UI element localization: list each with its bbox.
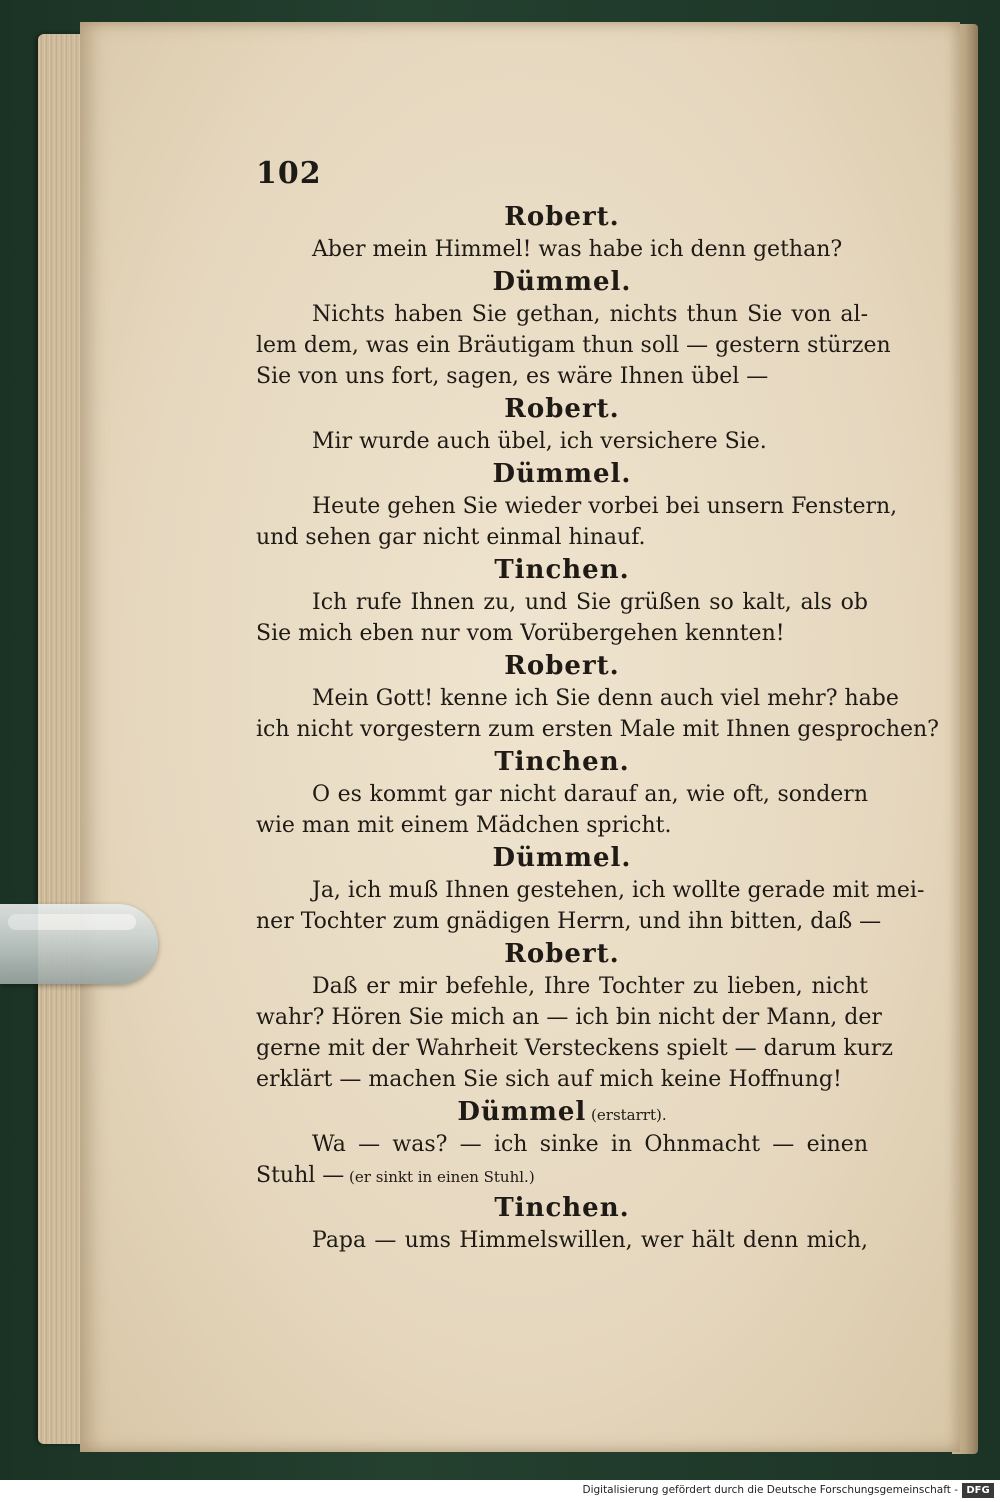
funding-note: Digitalisierung gefördert durch die Deutsche Forschungsgemeinschaft - <box>582 1484 958 1496</box>
speaker-label: Robert. <box>504 939 620 969</box>
speaker-label: Robert. <box>504 202 620 232</box>
line-text: Heute gehen Sie wieder vorbei bei unsern Fenstern, <box>312 494 898 519</box>
speaker-name <box>256 745 868 779</box>
text-line <box>256 299 868 330</box>
line-text: Stuhl — <box>256 1163 345 1188</box>
text-line <box>256 683 899 714</box>
line-text: Mein Gott! kenne ich Sie denn auch viel mehr? habe <box>312 686 899 711</box>
line-text: ich nicht vorgestern zum ersten Male mit Ihnen gesprochen? <box>256 717 939 742</box>
line-text: Mir wurde auch übel, ich versichere Sie. <box>312 429 767 454</box>
speaker-name <box>256 200 868 234</box>
text-line <box>256 810 868 841</box>
line-text: wahr? Hören Sie mich an — ich bin nicht der Mann, der <box>256 1005 882 1030</box>
text-line <box>256 587 868 618</box>
text-line <box>256 1160 868 1191</box>
speaker-label: Dümmel. <box>492 267 632 297</box>
text-line <box>256 875 925 906</box>
speaker-name <box>256 392 868 426</box>
speaker-label: Tinchen. <box>494 555 630 585</box>
footer-bar <box>0 1480 1000 1502</box>
line-text: Wa — was? — ich sinke in Ohnmacht — einen <box>312 1132 868 1157</box>
speaker-name <box>256 841 868 875</box>
page-number: 102 <box>256 156 322 191</box>
text-line <box>256 361 868 392</box>
dfg-logo: DFG <box>962 1483 994 1498</box>
text-line <box>256 779 868 810</box>
text-line <box>256 1129 868 1160</box>
line-text: Sie von uns fort, sagen, es wäre Ihnen übel — <box>256 364 769 389</box>
line-text: erklärt — machen Sie sich auf mich keine Hoffnung! <box>256 1067 842 1092</box>
line-text: wie man mit einem Mädchen spricht. <box>256 813 672 838</box>
line-text: lem dem, was ein Bräutigam thun soll — gestern stürzen <box>256 333 891 358</box>
page-clip <box>0 904 158 984</box>
speaker-name <box>256 457 868 491</box>
play-text <box>256 200 939 1256</box>
speaker-name <box>256 1191 868 1225</box>
speaker-name <box>256 937 868 971</box>
text-line <box>256 426 868 457</box>
line-text: ner Tochter zum gnädigen Herrn, und ihn bitten, daß — <box>256 909 882 934</box>
line-text: Ich rufe Ihnen zu, und Sie grüßen so kalt, als ob <box>312 590 868 615</box>
line-text: Nichts haben Sie gethan, nichts thun Sie von al- <box>312 302 868 327</box>
speaker-name <box>256 265 868 299</box>
speaker-label: Robert. <box>504 394 620 424</box>
text-line <box>256 618 868 649</box>
text-line <box>256 491 898 522</box>
line-text: Papa — ums Himmelswillen, wer hält denn mich, <box>312 1228 868 1253</box>
text-line <box>256 1225 868 1256</box>
line-text: Daß er mir befehle, Ihre Tochter zu lieben, nicht <box>312 974 868 999</box>
speaker-name <box>256 553 868 587</box>
text-line <box>256 1064 868 1095</box>
speaker-name <box>256 649 868 683</box>
text-line <box>256 714 939 745</box>
text-line <box>256 522 868 553</box>
speaker-label: Robert. <box>504 651 620 681</box>
line-text: gerne mit der Wahrheit Versteckens spielt — darum kurz <box>256 1036 894 1061</box>
stage-direction: (erstarrt). <box>586 1106 667 1124</box>
line-text: O es kommt gar nicht darauf an, wie oft, sondern <box>312 782 868 807</box>
line-text: Ja, ich muß Ihnen gestehen, ich wollte gerade mit mei- <box>312 878 925 903</box>
text-line <box>256 1002 882 1033</box>
speaker-label: Tinchen. <box>494 747 630 777</box>
speaker-label: Dümmel. <box>492 459 632 489</box>
line-text: Aber mein Himmel! was habe ich denn gethan? <box>312 237 843 262</box>
text-line <box>256 1033 894 1064</box>
text-line <box>256 906 882 937</box>
line-text: und sehen gar nicht einmal hinauf. <box>256 525 646 550</box>
stage-direction: (er sinkt in einen Stuhl.) <box>344 1168 535 1186</box>
speaker-label: Tinchen. <box>494 1193 630 1223</box>
text-line <box>256 971 868 1002</box>
text-line <box>256 330 891 361</box>
speaker-name <box>256 1095 868 1129</box>
speaker-label: Dümmel. <box>492 843 632 873</box>
line-text: Sie mich eben nur vom Vorübergehen kennten! <box>256 621 785 646</box>
speaker-label: Dümmel <box>457 1097 587 1127</box>
text-line <box>256 234 868 265</box>
